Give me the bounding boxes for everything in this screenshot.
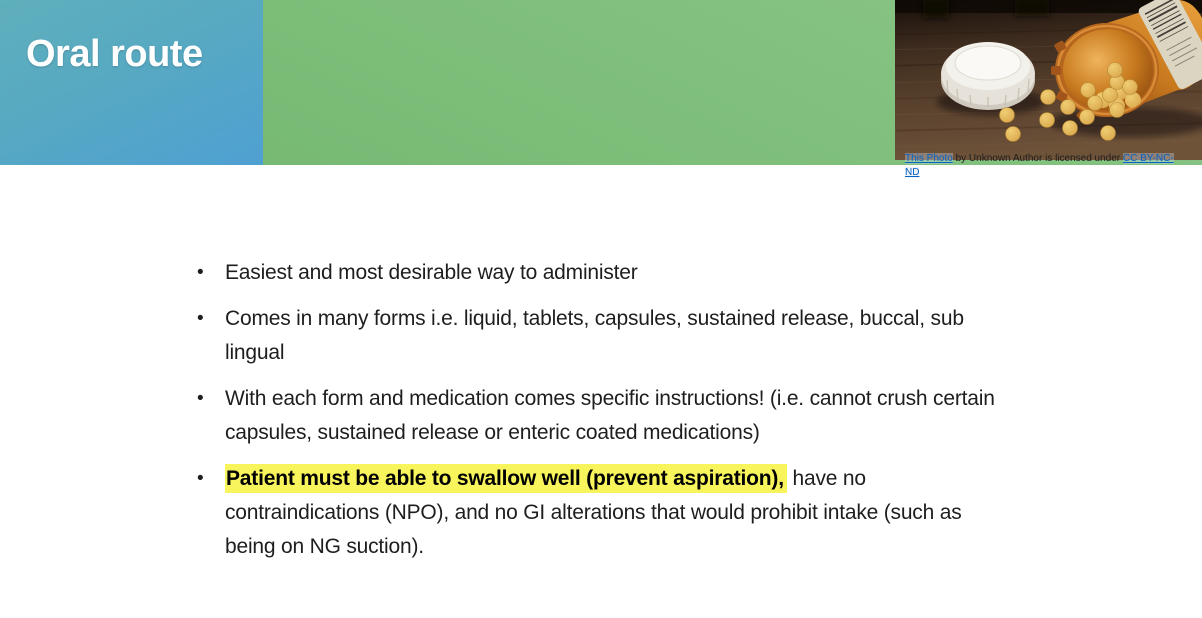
bullet-line [225, 530, 1127, 564]
photo-source-link[interactable]: This Photo [905, 153, 953, 164]
text-segment: being on NG suction). [225, 535, 424, 558]
bullet-text [225, 462, 1127, 564]
text-segment: capsules, sustained release or enteric coated medications) [225, 421, 760, 444]
bullet-line [225, 496, 1127, 530]
text-segment: Comes in many forms i.e. liquid, tablets, capsules, sustained release, buccal, sub [225, 307, 964, 330]
bullet-dot: • [197, 468, 204, 489]
bullet-text [225, 382, 1127, 450]
license-link[interactable]: CC BY-NC-ND [905, 153, 1174, 178]
highlighted-text: Patient must be able to swallow well (prevent aspiration), [225, 464, 787, 493]
photo-attribution [905, 152, 1177, 179]
bullet-line [225, 462, 1127, 496]
bullet-text [225, 302, 1127, 370]
bullet-item [197, 302, 1127, 370]
bullet-line [225, 256, 1127, 290]
bullet-text [225, 256, 1127, 290]
pill-bottle-illustration [895, 0, 1202, 160]
bullet-dot: • [197, 262, 204, 283]
bullet-list [197, 256, 1127, 576]
bullet-line [225, 336, 1127, 370]
text-segment: lingual [225, 341, 285, 364]
text-segment: With each form and medication comes specific instructions! (i.e. cannot crush certain [225, 387, 995, 410]
text-segment: Easiest and most desirable way to administer [225, 261, 638, 284]
bullet-dot: • [197, 308, 204, 329]
slide-title: Oral route [26, 33, 203, 75]
bullet-line [225, 382, 1127, 416]
title-band-blue [0, 0, 263, 165]
bullet-item [197, 256, 1127, 290]
text-segment: have no [786, 467, 866, 490]
pill-bottle-photo [895, 0, 1202, 160]
text-segment: contraindications (NPO), and no GI alterations that would prohibit intake (such as [225, 501, 962, 524]
bullet-item [197, 382, 1127, 450]
attribution-text: by Unknown Author is licensed under [952, 153, 1123, 164]
bullet-item [197, 462, 1127, 564]
bullet-line [225, 416, 1127, 450]
bullet-line [225, 302, 1127, 336]
bullet-dot: • [197, 388, 204, 409]
